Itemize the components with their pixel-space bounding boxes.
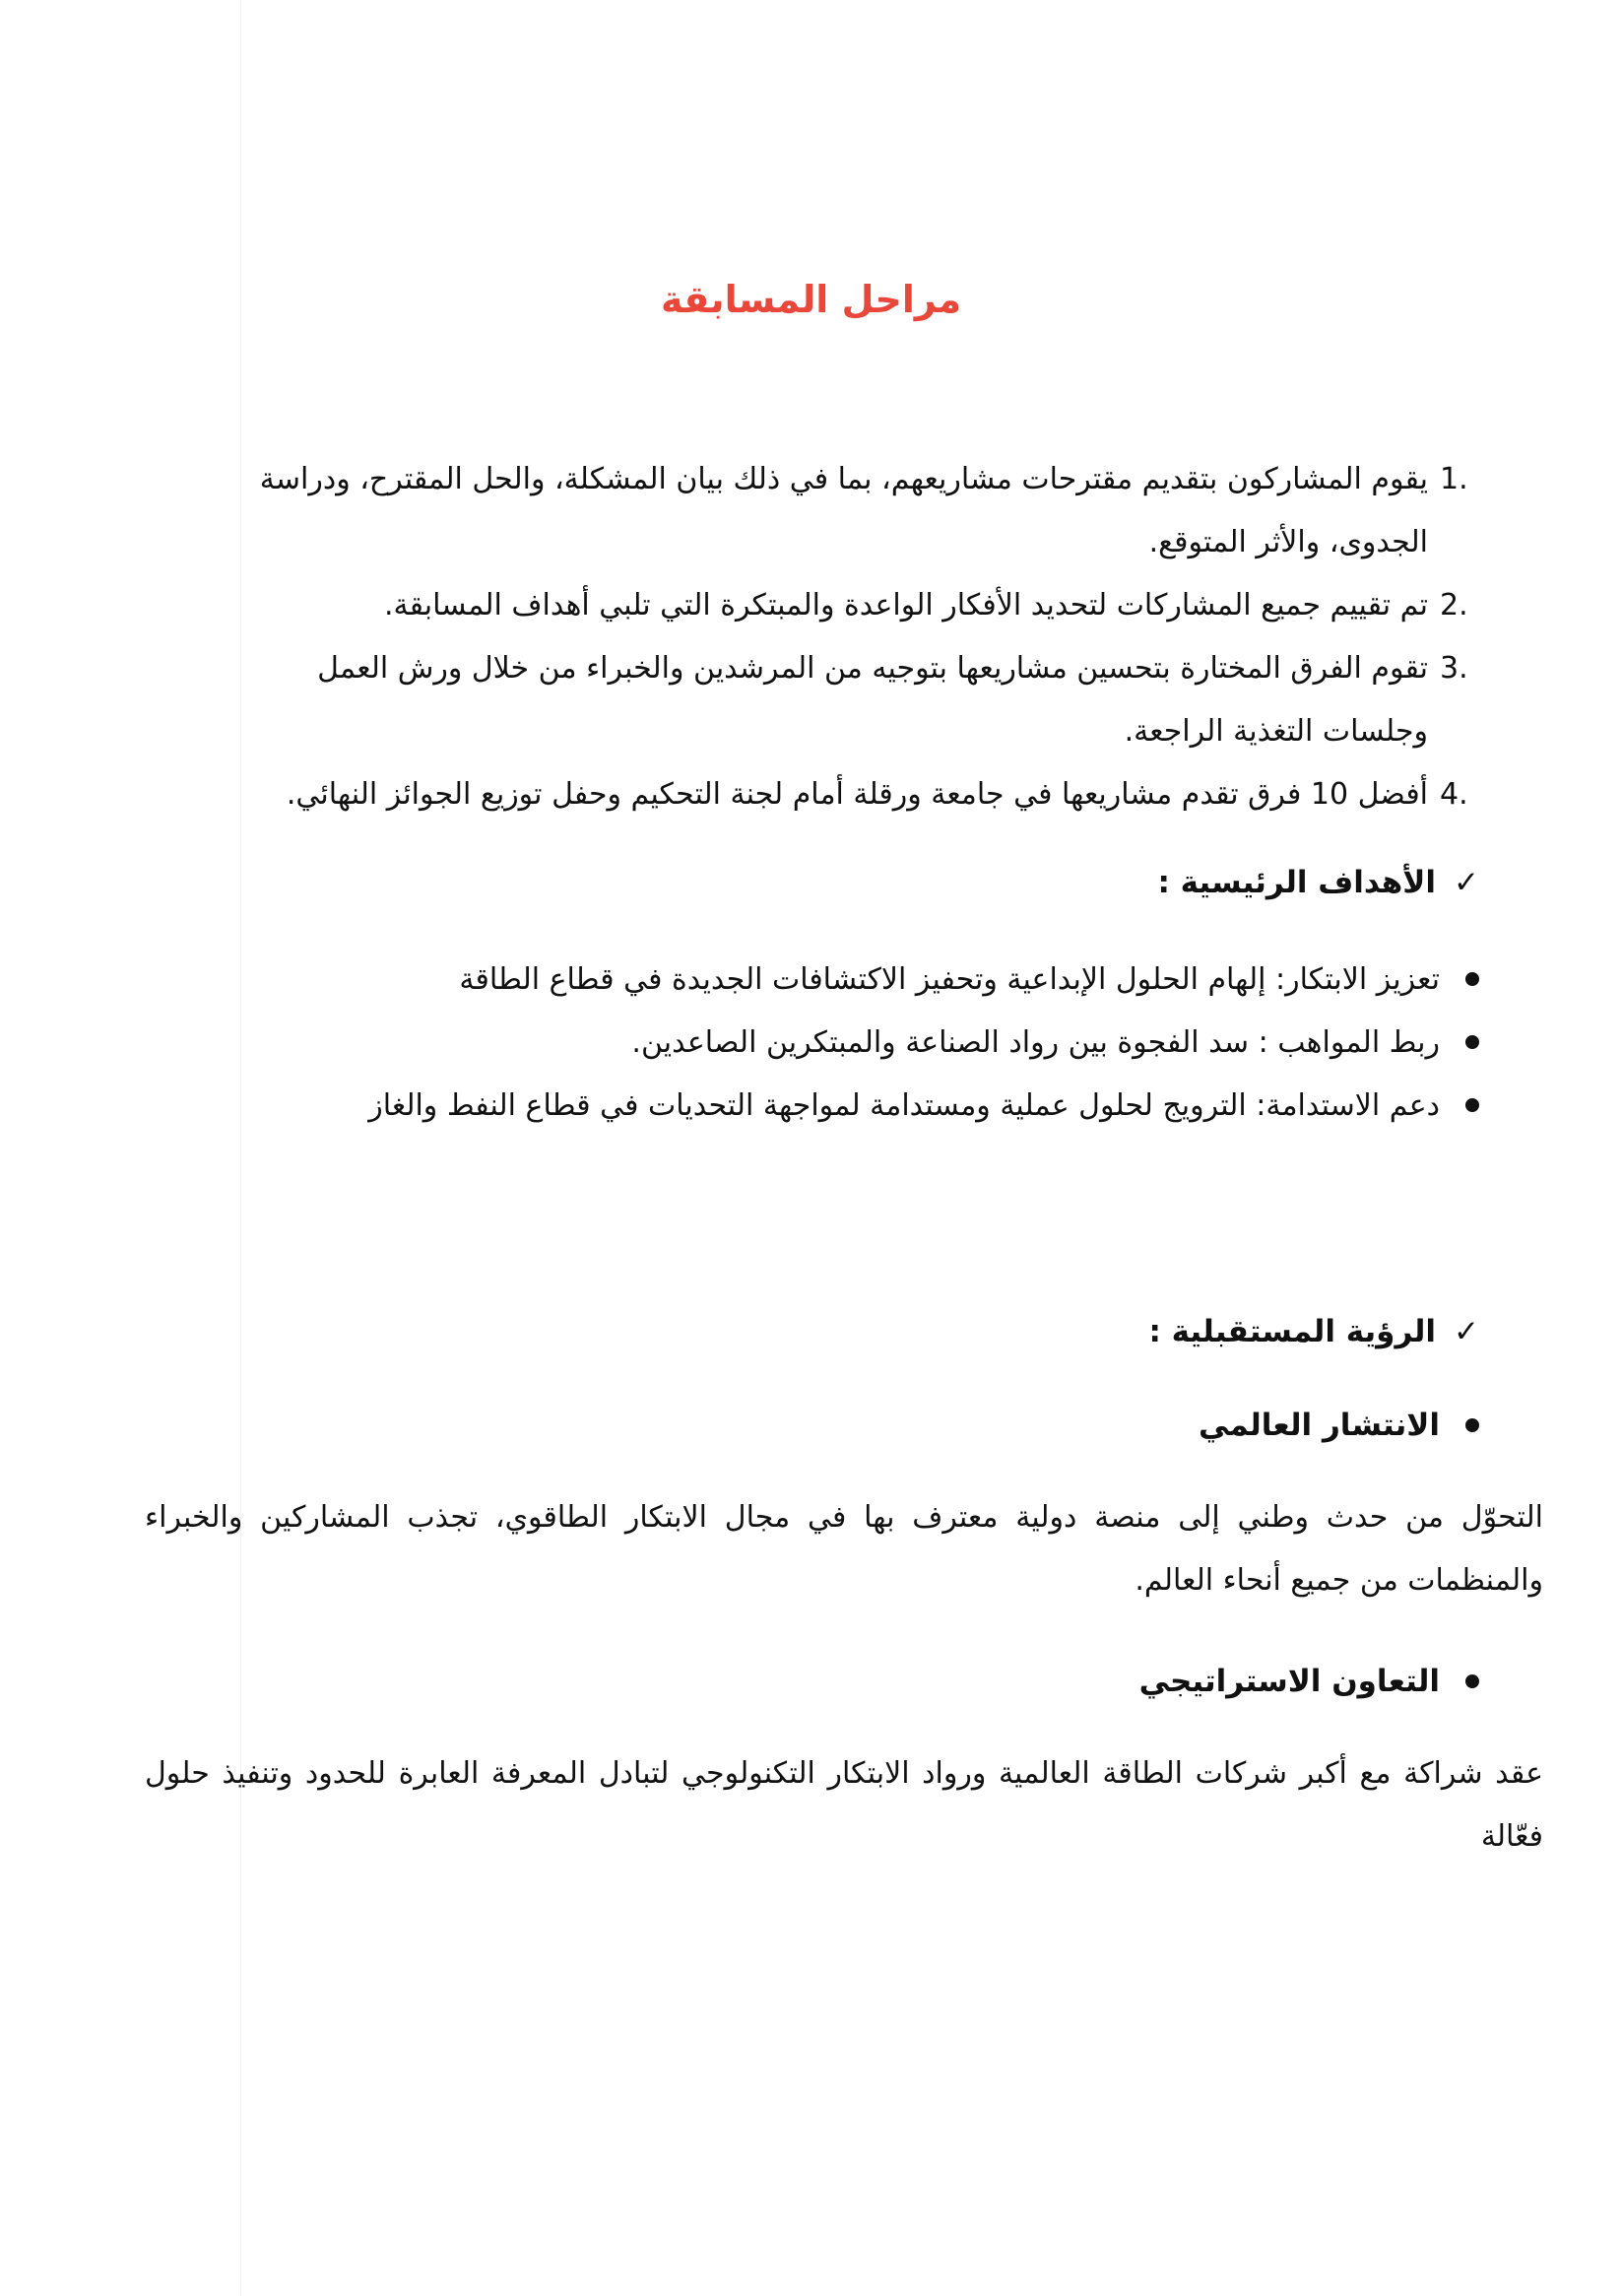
- goal-item-3: [368, 1075, 1479, 1138]
- goals-heading-text: الأهداف الرئيسية :: [1157, 865, 1437, 900]
- checkmark-icon: ✓: [1454, 1314, 1479, 1349]
- bullet-icon: [1465, 1035, 1479, 1049]
- goal-item-1: [459, 949, 1479, 1012]
- goal-text: دعم الاستدامة: الترويج لحلول عملية ومستدامة لمواجهة التحديات في قطاع النفط والغاز: [368, 1088, 1440, 1123]
- stage-number: 4.: [1440, 777, 1468, 812]
- stage-number: 3.: [1440, 651, 1468, 686]
- global-reach-paragraph: التحوّل من حدث وطني إلى منصة دولية معترف بها في مجال الابتكار الطاقوي، تجذب المشاركين والخبراء والمنظمات من جميع أنحاء العالم.: [145, 1500, 1543, 1598]
- stage-item-1: [258, 448, 1479, 574]
- goal-text: ربط المواهب : سد الفجوة بين رواد الصناعة والمبتكرين الصاعدين.: [631, 1025, 1440, 1060]
- stage-item-4: [258, 763, 1479, 826]
- strategic-cooperation-paragraph: عقد شراكة مع أكبر شركات الطاقة العالمية ورواد الابتكار التكنولوجي لتبادل المعرفة العابرة للحدود وتنفيذ حلول فعّالة: [145, 1756, 1543, 1854]
- stage-text: تقوم الفرق المختارة بتحسين مشاريعها بتوجيه من المرشدين والخبراء من خلال ورش العمل وجلسات التغذية الراجعة.: [317, 651, 1428, 749]
- strategic-cooperation-heading-text: التعاون الاستراتيجي: [1138, 1664, 1440, 1699]
- strategic-cooperation-heading: [1139, 1652, 1479, 1711]
- stage-number: 1.: [1440, 462, 1468, 496]
- bullet-icon: [1465, 1674, 1479, 1688]
- goals-heading: [1157, 853, 1479, 912]
- vision-heading-text: الرؤية المستقبلية :: [1148, 1314, 1437, 1349]
- goal-item-2: [631, 1012, 1479, 1075]
- stage-text: أفضل 10 فرق تقدم مشاريعها في جامعة ورقلة أمام لجنة التحكيم وحفل توزيع الجوائز النهائي.: [286, 777, 1428, 812]
- global-reach-heading: [1199, 1396, 1479, 1455]
- bullet-icon: [1465, 1418, 1479, 1432]
- bullet-icon: [1465, 972, 1479, 986]
- page-title: مراحل المسابقة: [660, 278, 962, 321]
- bullet-icon: [1465, 1098, 1479, 1112]
- stage-text: يقوم المشاركون بتقديم مقترحات مشاريعهم، بما في ذلك بيان المشكلة، والحل المقترح، ودراسة الجدوى، والأثر المتوقع.: [259, 462, 1428, 559]
- stage-item-2: [258, 574, 1479, 637]
- stage-number: 2.: [1440, 588, 1468, 623]
- stage-text: تم تقييم جميع المشاركات لتحديد الأفكار الواعدة والمبتكرة التي تلبي أهداف المسابقة.: [384, 588, 1428, 623]
- stage-item-3: [258, 637, 1479, 763]
- vision-heading: [1148, 1302, 1479, 1361]
- checkmark-icon: ✓: [1454, 865, 1479, 900]
- goal-text: تعزيز الابتكار: إلهام الحلول الإبداعية وتحفيز الاكتشافات الجديدة في قطاع الطاقة: [459, 962, 1440, 997]
- scan-guide-line: [240, 0, 241, 2296]
- global-reach-heading-text: الانتشار العالمي: [1198, 1408, 1440, 1443]
